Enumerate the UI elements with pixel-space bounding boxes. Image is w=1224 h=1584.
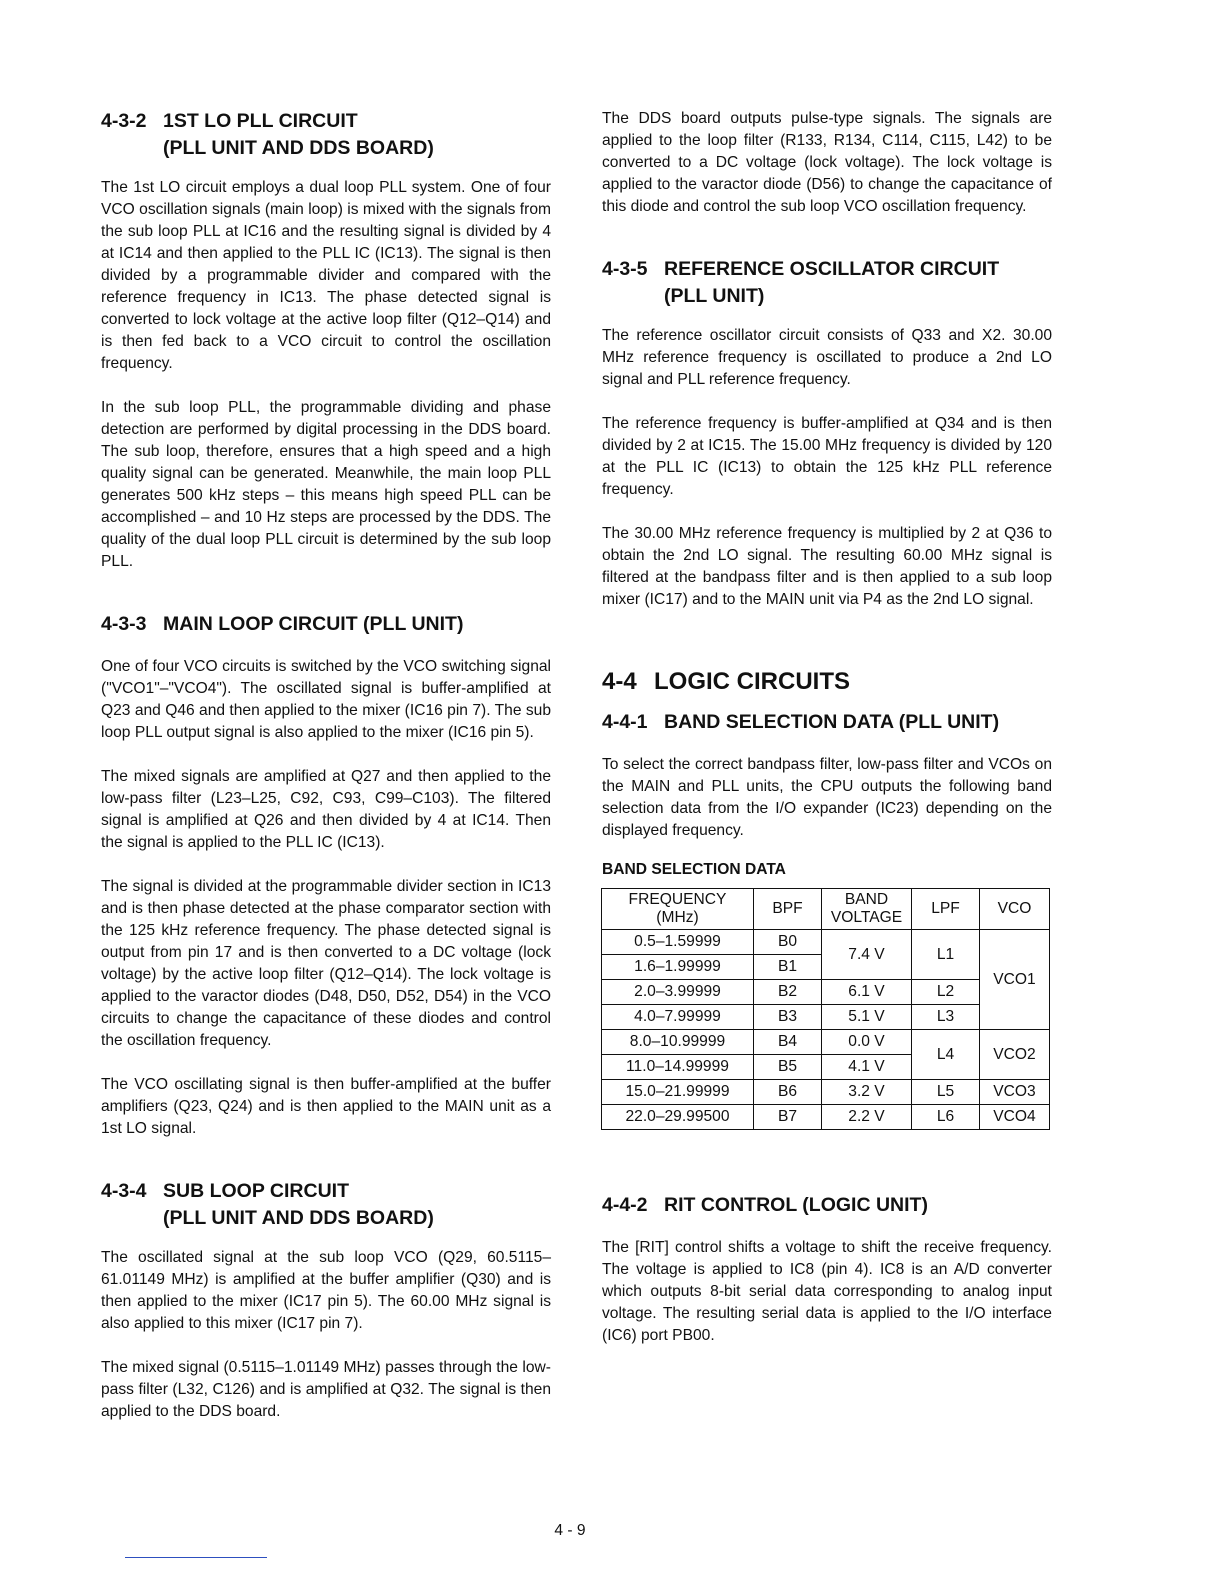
cell-lpf: L1 bbox=[912, 930, 980, 980]
section-title: REFERENCE OSCILLATOR CIRCUIT bbox=[664, 258, 1000, 280]
cell-band-voltage: 7.4 V bbox=[822, 930, 912, 980]
cell-lpf: L6 bbox=[912, 1105, 980, 1130]
heading-4-4 bbox=[602, 667, 1052, 697]
cell-vco: VCO1 bbox=[980, 930, 1050, 1030]
band-selection-table bbox=[601, 888, 1050, 1130]
table-row bbox=[602, 1105, 1050, 1130]
section-title: RIT CONTROL (LOGIC UNIT) bbox=[664, 1194, 928, 1216]
paragraph: The 30.00 MHz reference frequency is multiplied by 2 at Q36 to obtain the 2nd LO signal. The resulting 60.00 MHz signal is filtered at the bandpass filter and is then applied to a sub loop mixer (IC17) and to the MAIN unit via P4 as the 2nd LO signal. bbox=[602, 525, 1052, 608]
heading-4-4-2 bbox=[602, 1192, 1052, 1219]
cell-frequency: 11.0–14.99999 bbox=[602, 1055, 754, 1080]
cell-frequency: 15.0–21.99999 bbox=[602, 1080, 754, 1105]
cell-bpf: B1 bbox=[754, 955, 822, 980]
cell-band-voltage: 2.2 V bbox=[822, 1105, 912, 1130]
paragraph: The reference oscillator circuit consists of Q33 and X2. 30.00 MHz reference frequency is oscillated to produce a 2nd LO signal and PLL reference frequency. bbox=[602, 327, 1052, 388]
paragraph: One of four VCO circuits is switched by the VCO switching signal ("VCO1"–"VCO4"). The oscillated signal is buffer-amplified at Q23 and Q46 and then applied to the mixer (IC16 pin 7). The sub loop PLL output signal is also applied to the mixer (IC16 pin 5). bbox=[101, 658, 551, 741]
table-row bbox=[602, 1030, 1050, 1055]
page-number: 4 - 9 bbox=[554, 1522, 586, 1539]
section-number: 4-3-4 bbox=[101, 1180, 147, 1202]
paragraph: The mixed signal (0.5115–1.01149 MHz) passes through the low-pass filter (L32, C126) and is amplified at Q32. The signal is then applied to the DDS board. bbox=[101, 1359, 551, 1420]
section-title-cont: (PLL UNIT) bbox=[664, 285, 765, 307]
section-title: BAND SELECTION DATA (PLL UNIT) bbox=[664, 711, 1000, 733]
cell-band-voltage: 6.1 V bbox=[822, 980, 912, 1005]
cell-vco: VCO2 bbox=[980, 1030, 1050, 1080]
cell-lpf: L4 bbox=[912, 1030, 980, 1080]
section-number: 4-4-1 bbox=[602, 711, 648, 733]
paragraph: The VCO oscillating signal is then buffer-amplified at the buffer amplifiers (Q23, Q24) and is then applied to the MAIN unit as a 1st LO signal. bbox=[101, 1076, 551, 1137]
col-header-frequency bbox=[602, 889, 754, 930]
cell-frequency: 1.6–1.99999 bbox=[602, 955, 754, 980]
cell-frequency: 22.0–29.99500 bbox=[602, 1105, 754, 1130]
section-number: 4-4 bbox=[602, 668, 637, 695]
section-number: 4-3-3 bbox=[101, 613, 147, 635]
paragraph: The mixed signals are amplified at Q27 and then applied to the low-pass filter (L23–L25, C92, C93, C99–C103). The filtered signal is amplified at Q26 and then divided by 4 at IC14. Then the signal is applied to the PLL IC (IC13). bbox=[101, 768, 551, 851]
section-title: LOGIC CIRCUITS bbox=[654, 668, 850, 695]
cell-bpf: B2 bbox=[754, 980, 822, 1005]
header-text: (MHz) bbox=[656, 909, 699, 926]
header-text: FREQUENCY bbox=[628, 891, 727, 908]
section-title: SUB LOOP CIRCUIT bbox=[163, 1180, 349, 1202]
section-number: 4-4-2 bbox=[602, 1194, 648, 1216]
cell-lpf: L2 bbox=[912, 980, 980, 1005]
cell-band-voltage: 5.1 V bbox=[822, 1005, 912, 1030]
cell-band-voltage: 3.2 V bbox=[822, 1080, 912, 1105]
cell-lpf: L3 bbox=[912, 1005, 980, 1030]
col-header-bpf: BPF bbox=[754, 889, 822, 930]
section-title-cont: (PLL UNIT AND DDS BOARD) bbox=[163, 1207, 434, 1229]
cell-bpf: B3 bbox=[754, 1005, 822, 1030]
cell-vco: VCO4 bbox=[980, 1105, 1050, 1130]
paragraph: The reference frequency is buffer-amplified at Q34 and is then divided by 2 at IC15. The 15.00 MHz frequency is divided by 120 at the PLL IC (IC13) to obtain the 125 kHz PLL reference frequency. bbox=[602, 415, 1052, 498]
cell-bpf: B0 bbox=[754, 930, 822, 955]
paragraph: The DDS board outputs pulse-type signals. The signals are applied to the loop filter (R133, R134, C114, C115, L42) to be converted to a DC voltage (lock voltage). The lock voltage is applied to the varactor diode (D56) to change the capacitance of this diode and control the sub loop VCO oscillation frequency. bbox=[602, 110, 1052, 215]
col-header-band-voltage bbox=[822, 889, 912, 930]
cell-bpf: B6 bbox=[754, 1080, 822, 1105]
paragraph: The oscillated signal at the sub loop VCO (Q29, 60.5115–61.01149 MHz) is amplified at the buffer amplifier (Q30) and is then applied to the mixer (IC17 pin 5). The 60.00 MHz signal is also applied to this mixer (IC17 pin 7). bbox=[101, 1249, 551, 1332]
paragraph: To select the correct bandpass filter, low-pass filter and VCOs on the MAIN and PLL units, the CPU outputs the following band selection data from the I/O expander (IC23) depending on the displayed frequency. bbox=[602, 756, 1052, 839]
section-title-cont: (PLL UNIT AND DDS BOARD) bbox=[163, 137, 434, 159]
section-number: 4-3-2 bbox=[101, 110, 147, 132]
col-header-lpf: LPF bbox=[912, 889, 980, 930]
heading-4-4-1 bbox=[602, 709, 1052, 736]
paragraph: In the sub loop PLL, the programmable dividing and phase detection are performed by digital processing in the DDS board. The sub loop, therefore, ensures that a high speed and a high quality signal can be generated. Meanwhile, the main loop PLL generates 500 kHz steps – this means high speed PLL can be accomplished – and 10 Hz steps are processed by the DDS. The quality of the dual loop PLL circuit is determined by the sub loop PLL. bbox=[101, 399, 551, 570]
cell-band-voltage: 0.0 V bbox=[822, 1030, 912, 1055]
footer-divider bbox=[125, 1557, 267, 1558]
section-number: 4-3-5 bbox=[602, 258, 648, 280]
cell-frequency: 4.0–7.99999 bbox=[602, 1005, 754, 1030]
cell-lpf: L5 bbox=[912, 1080, 980, 1105]
paragraph: The [RIT] control shifts a voltage to shift the receive frequency. The voltage is applied to IC8 (pin 4). IC8 is an A/D converter which outputs 8-bit serial data corresponding to analog input voltage. The resulting serial data is applied to the I/O interface (IC6) port PB00. bbox=[602, 1239, 1052, 1344]
paragraph: The 1st LO circuit employs a dual loop PLL system. One of four VCO oscillation signals (main loop) is mixed with the signals from the sub loop PLL at IC16 and the resulting signal is divided by 4 at IC14 and then applied to the PLL IC (IC13). The signal is then divided by a programmable divider and compared with the reference frequency in IC13. The phase detected signal is converted to lock voltage at the active loop filter (Q12–Q14) and is then fed back to a VCO circuit to control the oscillation frequency. bbox=[101, 179, 551, 372]
heading-4-3-2 bbox=[101, 108, 551, 162]
table-row bbox=[602, 930, 1050, 955]
cell-vco: VCO3 bbox=[980, 1080, 1050, 1105]
header-text: VOLTAGE bbox=[830, 909, 903, 926]
paragraph: The signal is divided at the programmable divider section in IC13 and is then phase detected at the phase comparator section with the 125 kHz reference frequency. The phase detected signal is output from pin 17 and is then converted to a DC voltage (lock voltage) by the active loop filter (Q12–Q14). The lock voltage is applied to the varactor diodes (D48, D50, D52, D54) in the VCO circuits to change the capacitance of these diodes and control the oscillation frequency. bbox=[101, 878, 551, 1049]
cell-bpf: B7 bbox=[754, 1105, 822, 1130]
cell-bpf: B4 bbox=[754, 1030, 822, 1055]
cell-frequency: 2.0–3.99999 bbox=[602, 980, 754, 1005]
heading-4-3-5 bbox=[602, 256, 1052, 310]
cell-bpf: B5 bbox=[754, 1055, 822, 1080]
table-header-row bbox=[602, 889, 1050, 930]
col-header-vco: VCO bbox=[980, 889, 1050, 930]
section-title: 1ST LO PLL CIRCUIT bbox=[163, 110, 358, 132]
heading-4-3-4 bbox=[101, 1178, 551, 1232]
cell-frequency: 0.5–1.59999 bbox=[602, 930, 754, 955]
cell-frequency: 8.0–10.99999 bbox=[602, 1030, 754, 1055]
table-row bbox=[602, 1080, 1050, 1105]
table-title: BAND SELECTION DATA bbox=[602, 861, 786, 878]
heading-4-3-3 bbox=[101, 611, 551, 638]
left-column bbox=[101, 108, 551, 1423]
cell-band-voltage: 4.1 V bbox=[822, 1055, 912, 1080]
right-column bbox=[602, 108, 1052, 1347]
header-text: BAND bbox=[844, 891, 889, 908]
section-title: MAIN LOOP CIRCUIT (PLL UNIT) bbox=[163, 613, 464, 635]
